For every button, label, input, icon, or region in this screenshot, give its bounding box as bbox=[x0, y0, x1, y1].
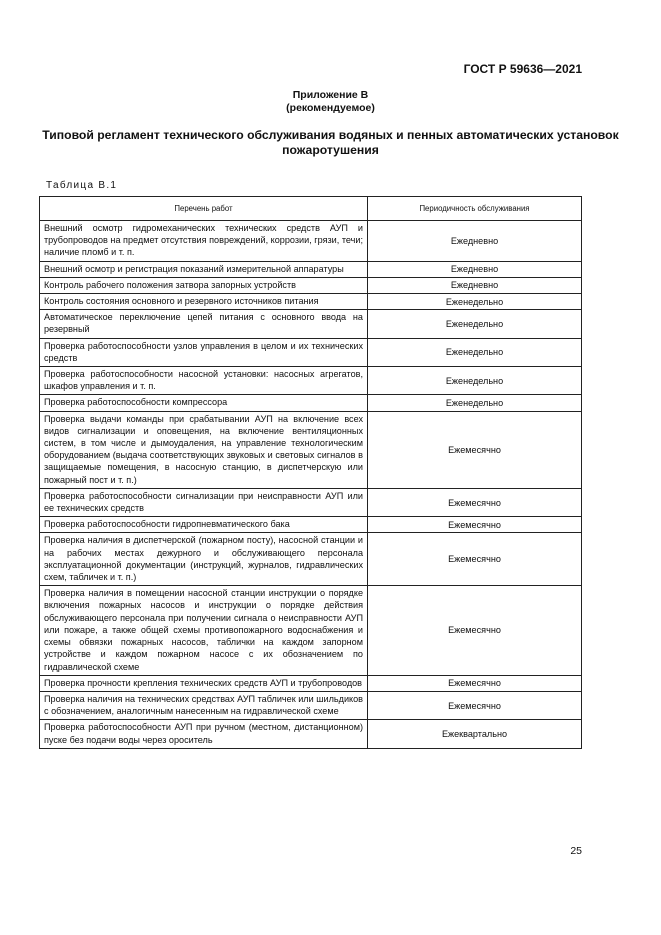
table-body bbox=[40, 221, 582, 749]
periodicity-cell: Ежемесячно bbox=[368, 488, 582, 516]
appendix-title: Типовой регламент технического обслуживания водяных и пенных автоматических установок пожаротушения bbox=[42, 128, 619, 157]
work-description-cell: Проверка наличия в диспетчерской (пожарном посту), насосной станции и на рабочих местах дежурного и обслуживающего персонала эксплуатационной документации (инструкций, журналов, гидравлических схем, табличек и т. п.) bbox=[40, 533, 368, 586]
appendix-label: Приложение В bbox=[292, 89, 369, 101]
appendix-status: (рекомендуемое) bbox=[286, 102, 375, 114]
periodicity-cell: Ежемесячно bbox=[368, 691, 582, 719]
work-description-cell: Проверка работоспособности насосной установки: насосных агрегатов, шкафов управления и т. п. bbox=[40, 367, 368, 395]
work-description-cell: Проверка работоспособности сигнализации при неисправности АУП или ее технических средств bbox=[40, 488, 368, 516]
periodicity-cell: Ежедневно bbox=[368, 261, 582, 277]
table-row bbox=[40, 517, 582, 533]
page-number: 25 bbox=[570, 845, 582, 857]
table-row bbox=[40, 691, 582, 719]
table-row bbox=[40, 310, 582, 338]
table-row bbox=[40, 586, 582, 675]
work-description-cell: Автоматическое переключение цепей питания с основного ввода на резервный bbox=[40, 310, 368, 338]
work-description-cell: Внешний осмотр гидромеханических технических средств АУП и трубопроводов на предмет отсутствия повреждений, коррозии, грязи, течи; наличие пломб и т. п. bbox=[40, 221, 368, 262]
periodicity-cell: Ежемесячно bbox=[368, 675, 582, 691]
table-caption: Таблица В.1 bbox=[46, 180, 118, 191]
work-description-cell: Проверка работоспособности АУП при ручном (местном, дистанционном) пуске без подачи воды через ороситель bbox=[40, 720, 368, 748]
table-header-row bbox=[40, 197, 582, 221]
table-row bbox=[40, 533, 582, 586]
work-description-cell: Проверка работоспособности компрессора bbox=[40, 395, 368, 411]
periodicity-cell: Еженедельно bbox=[368, 310, 582, 338]
periodicity-cell: Ежемесячно bbox=[368, 411, 582, 488]
table-row bbox=[40, 221, 582, 262]
periodicity-cell: Ежемесячно bbox=[368, 517, 582, 533]
periodicity-cell: Еженедельно bbox=[368, 294, 582, 310]
work-description-cell: Проверка выдачи команды при срабатывании АУП на включение всех видов сигнализации и оповещения, на включение вентиляционных систем, в том числе и дымоудаления, на управление технологическим оборудованием (выдача соответствующих звуковых и световых сигналов в защищаемые помещения, в насосную станцию, в диспетчерскую или пожарный пост и т. п.) bbox=[40, 411, 368, 488]
work-description-cell: Проверка работоспособности гидропневматического бака bbox=[40, 517, 368, 533]
table-row bbox=[40, 720, 582, 748]
periodicity-cell: Ежедневно bbox=[368, 221, 582, 262]
periodicity-cell: Еженедельно bbox=[368, 367, 582, 395]
periodicity-cell: Еженедельно bbox=[368, 395, 582, 411]
work-description-cell: Проверка наличия в помещении насосной станции инструкции о порядке включения пожарных насосов и инструкции о порядке действия обслуживающего персонала при получении сигнала о неисправности АУП или пожаре, а также общей схемы противопожарного водоснабжения и схемы обвязки пожарных насосов, таблички на каждом запорном устройстве и каждом пожарном насосе с их обозначением по гидравлической схеме bbox=[40, 586, 368, 675]
table-row bbox=[40, 261, 582, 277]
table-row bbox=[40, 277, 582, 293]
appendix-heading bbox=[0, 89, 661, 115]
work-description-cell: Контроль рабочего положения затвора запорных устройств bbox=[40, 277, 368, 293]
work-description-cell: Контроль состояния основного и резервного источников питания bbox=[40, 294, 368, 310]
work-description-cell: Проверка наличия на технических средствах АУП табличек или шильдиков с обозначением, аналогичным нанесенным на гидравлической схеме bbox=[40, 691, 368, 719]
column-header-period: Периодичность обслуживания bbox=[368, 197, 582, 221]
work-description-cell: Внешний осмотр и регистрация показаний измерительной аппаратуры bbox=[40, 261, 368, 277]
document-code: ГОСТ Р 59636—2021 bbox=[463, 62, 582, 76]
table-row bbox=[40, 338, 582, 366]
periodicity-cell: Ежемесячно bbox=[368, 586, 582, 675]
periodicity-cell: Ежемесячно bbox=[368, 533, 582, 586]
periodicity-cell: Ежедневно bbox=[368, 277, 582, 293]
table-row bbox=[40, 675, 582, 691]
maintenance-schedule-table bbox=[39, 196, 582, 749]
table-row bbox=[40, 488, 582, 516]
column-header-work: Перечень работ bbox=[40, 197, 368, 221]
periodicity-cell: Ежеквартально bbox=[368, 720, 582, 748]
periodicity-cell: Еженедельно bbox=[368, 338, 582, 366]
table-row bbox=[40, 367, 582, 395]
work-description-cell: Проверка работоспособности узлов управления в целом и их технических средств bbox=[40, 338, 368, 366]
table-row bbox=[40, 395, 582, 411]
table-row bbox=[40, 411, 582, 488]
work-description-cell: Проверка прочности крепления технических средств АУП и трубопроводов bbox=[40, 675, 368, 691]
table-row bbox=[40, 294, 582, 310]
